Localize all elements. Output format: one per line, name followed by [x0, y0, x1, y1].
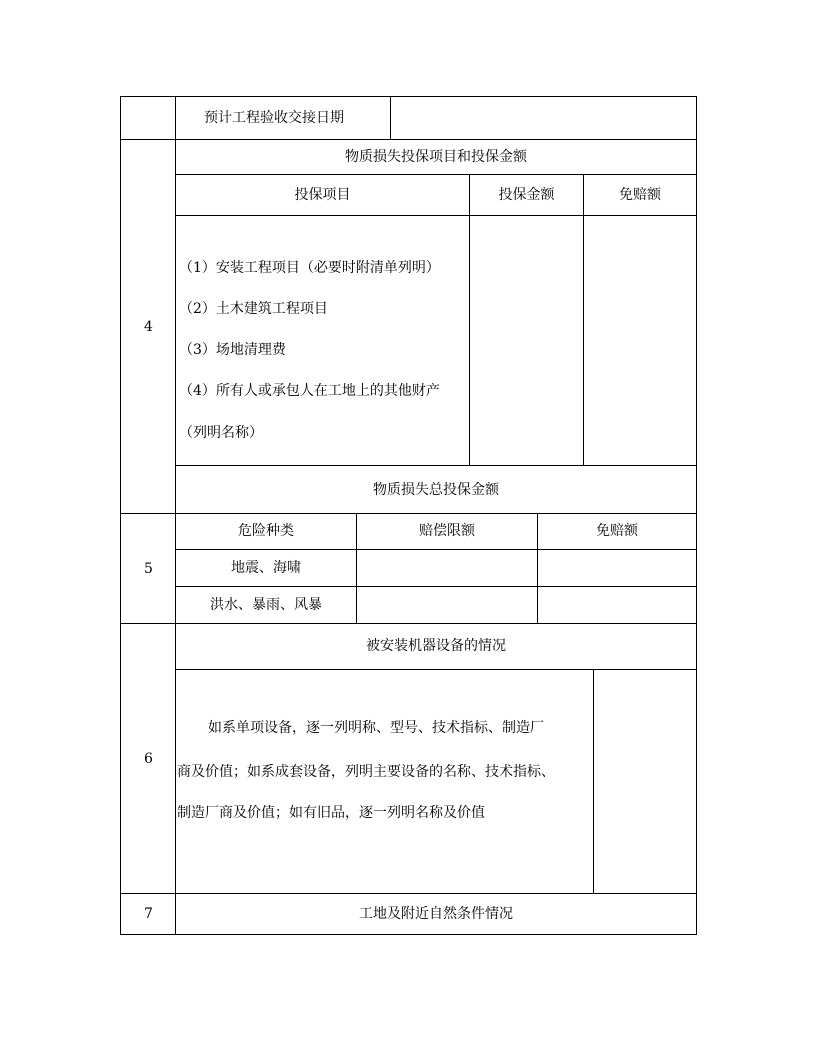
column-header-deductible: 免赔额: [619, 187, 661, 203]
section-title: 物质损失投保项目和投保金额: [345, 149, 527, 165]
section-title: 工地及附近自然条件情况: [359, 906, 513, 922]
handover-date-label: 预计工程验收交接日期: [204, 110, 344, 126]
divider: [469, 174, 470, 465]
insured-item: （2）土木建筑工程项目: [179, 301, 328, 317]
equipment-description-line: 如系单项设备，逐一列明称、型号、技术指标、制造厂: [208, 720, 544, 736]
divider: [120, 513, 697, 514]
column-header-risk: 危险种类: [238, 523, 294, 539]
table-left-border: [120, 96, 121, 935]
divider: [390, 96, 391, 139]
section-number: 7: [144, 906, 153, 922]
risk-type: 洪水、暴雨、风暴: [210, 597, 322, 613]
divider: [175, 465, 697, 466]
divider: [175, 215, 697, 216]
divider: [120, 623, 697, 624]
total-amount-label: 物质损失总投保金额: [373, 482, 499, 498]
column-header-limit: 赔偿限额: [419, 523, 475, 539]
table-bottom-border: [120, 934, 697, 935]
section-title: 被安装机器设备的情况: [366, 638, 506, 654]
insured-item: （3）场地清理费: [179, 342, 286, 358]
equipment-description-line: 商及价值；如系成套设备，列明主要设备的名称、技术指标、: [177, 764, 555, 780]
divider: [175, 549, 697, 550]
insured-item: （1）安装工程项目（必要时附清单列明）: [179, 260, 440, 276]
divider: [175, 586, 697, 587]
column-header-amount: 投保金额: [498, 187, 555, 203]
insured-item: （4）所有人或承包人在工地上的其他财产: [179, 383, 440, 399]
divider: [175, 174, 697, 175]
divider: [120, 893, 697, 894]
column-header-deductible: 免赔额: [596, 523, 638, 539]
table-right-border: [696, 96, 697, 935]
divider: [593, 669, 594, 893]
divider: [120, 139, 697, 140]
section-number: 5: [144, 561, 153, 577]
table-top-border: [120, 96, 697, 97]
number-column-divider: [175, 96, 176, 935]
column-header-item: 投保项目: [294, 187, 351, 203]
insured-item: （列明名称）: [179, 425, 263, 441]
equipment-description-line: 制造厂商及价值；如有旧品，逐一列明名称及价值: [177, 805, 485, 821]
divider: [175, 669, 697, 670]
risk-type: 地震、海啸: [231, 560, 301, 576]
section-number: 4: [144, 319, 153, 335]
section-number: 6: [144, 751, 153, 767]
divider: [583, 174, 584, 465]
